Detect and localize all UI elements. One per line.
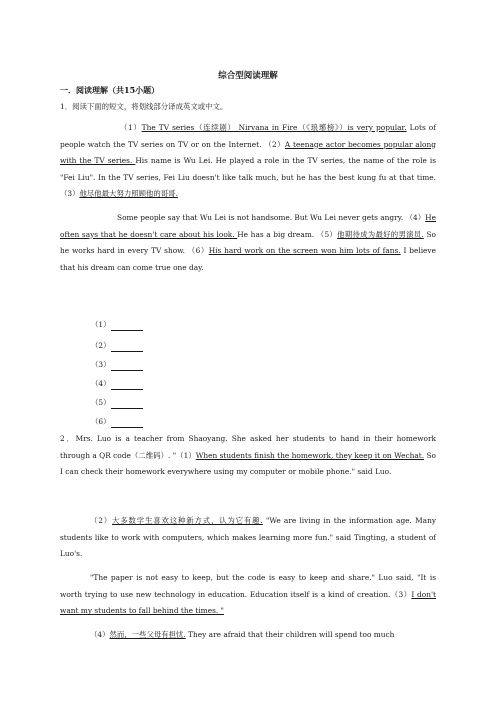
answer-blank[interactable] bbox=[111, 380, 143, 390]
answer-blank[interactable] bbox=[111, 361, 143, 371]
question-2-paragraph-4: （4）然而，一些父母有担忧. They are afraid that their children will spend too much bbox=[90, 630, 395, 639]
answer-line-5[interactable]: （5） bbox=[91, 397, 143, 409]
question-1-paragraph-2: Some people say that Wu Lei is not handsome. But Wu Lei never gets angry. （4）He often says that he doesn't care about his look. He has a big dream. （5）他期待成为最好的男演员. So he works hard in every TV show. （6）His hard work on the screen won him lots of fans. I believe that his dream can come true one day. bbox=[60, 213, 436, 272]
question-2-paragraph-1: 2．Mrs. Luo is a teacher from Shaoyang. She asked her students to hand in their homework through a QR code（二维码）. "（1）When students finish the homework, they keep it on Wechat. So I can check their homework everywhere using my computer or mobile phone." said Luo. bbox=[60, 434, 436, 477]
question-1-paragraph-1: （1）The TV series（连续剧） Nirvana in Fire（《琅琊榜》）is very popular. Lots of people watch the TV series on TV or on the Internet. （2）A teenage actor becomes popular along with the TV series. His name is Wu Lei. He played a role in the TV series, the name of the role is "Fei Liu". In the TV series, Fei Liu doesn't like talk much, but he has the best kung fu at that time. （3）他尽他最大努力照顾他的哥哥. bbox=[60, 123, 436, 199]
underlined-sentence-q2-2: 大多数学生喜欢这种新方式，认为它有趣. bbox=[112, 516, 263, 525]
underlined-sentence-5: 他期待成为最好的男演员. bbox=[337, 229, 424, 239]
answer-line-4[interactable]: （4） bbox=[91, 378, 143, 390]
underlined-sentence-4: He often says that he doesn't care about his look. bbox=[60, 213, 436, 239]
question-2-paragraph-2: （2）大多数学生喜欢这种新方式，认为它有趣. "We are living in the information age. Many students like to work with computers, which makes learning more fun." said Tingting, a student of Luo's. bbox=[60, 516, 437, 559]
underlined-sentence-q2-3: I don't want my students to fall behind the times. " bbox=[60, 589, 436, 616]
answer-line-2[interactable]: （2） bbox=[91, 340, 143, 352]
answer-blank[interactable] bbox=[111, 321, 143, 331]
section-heading: 一．阅读理解（共15小题） bbox=[60, 85, 160, 95]
underlined-sentence-3: 他尽他最大努力照顾他的哥哥. bbox=[79, 189, 178, 199]
underlined-sentence-2: A teenage actor becomes popular along with the TV series. bbox=[60, 139, 436, 166]
answer-line-1[interactable]: （1） bbox=[91, 319, 143, 331]
underlined-sentence-1: The TV series（连续剧） Nirvana in Fire（《琅琊榜》）is very popular. bbox=[141, 123, 407, 132]
answer-blank[interactable] bbox=[111, 418, 143, 428]
question-2-paragraph-3: "The paper is not easy to keep, but the code is easy to keep and share." Luo said, "It is worth trying to use new technology in education. Education itself is a kind of creation.（3）I don't want my students to fall behind the times. " bbox=[60, 573, 436, 616]
underlined-sentence-q2-1: When students finish the homework, they keep it on Wechat. bbox=[195, 450, 425, 460]
document-title: 综合型阅读理解 bbox=[218, 71, 278, 81]
answer-line-3[interactable]: （3） bbox=[91, 359, 143, 371]
answer-line-6[interactable]: （6） bbox=[91, 416, 143, 428]
question-1-stem: 1．阅读下面的短文，将划线部分译成英文或中文。 bbox=[60, 102, 228, 111]
underlined-sentence-q2-4: 然而，一些父母有担忧. bbox=[109, 630, 186, 639]
underlined-sentence-6: His hard work on the screen won him lots of fans. bbox=[208, 246, 401, 256]
answer-blank[interactable] bbox=[111, 399, 143, 409]
answer-blank[interactable] bbox=[111, 342, 143, 352]
